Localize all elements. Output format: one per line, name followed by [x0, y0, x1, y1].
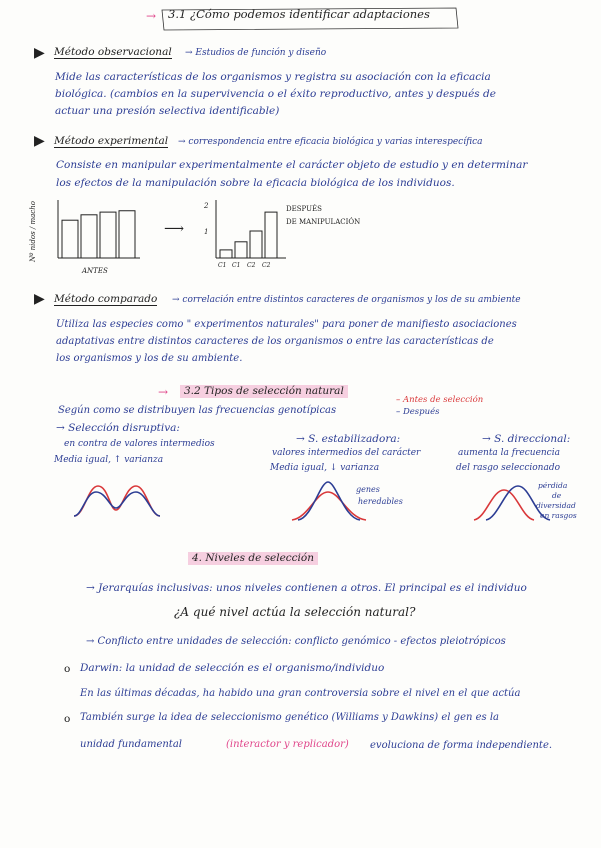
sec4-darwin: Darwin: la unidad de selección es el organismo/individuo: [80, 662, 385, 674]
chart2-bar: [265, 212, 277, 258]
chart2: [210, 198, 290, 262]
header-arrow: →: [146, 9, 157, 23]
arrow-right-icon: ⟶: [164, 221, 185, 237]
direccional-label-3: diversidad: [536, 501, 576, 510]
sec4-tambien-1: También surge la idea de seleccionismo genético (Williams y Dawkins) el gen es la: [80, 712, 500, 723]
estabilizadora-line-1: valores intermedios del carácter: [272, 448, 421, 458]
chart1-xlabel: ANTES: [82, 267, 108, 275]
chart2-xtick: C1: [218, 262, 227, 269]
chart2-xtick: C2: [262, 262, 271, 269]
sec4-bullet-1: → Jerarquías inclusivas: unos niveles contienen a otros. El principal es el individuo: [86, 582, 527, 594]
direccional-before-curve: [474, 490, 534, 520]
chart2-bar: [250, 231, 262, 258]
sec4-question: ¿A qué nivel actúa la selección natural?: [174, 605, 416, 619]
title-box: [160, 6, 460, 32]
m2-title: Método experimental: [54, 135, 169, 147]
sec4-tambien-2a: unidad fundamental: [80, 739, 182, 750]
estabilizadora-before-curve: [292, 492, 366, 520]
m3-line-1: Utiliza las especies como " experimentos naturales" para poner de manifiesto asociaciones: [56, 319, 517, 330]
chart1-bar: [100, 212, 116, 258]
sec32-line: Según como se distribuyen las frecuencias genotípicas: [58, 405, 337, 416]
chart2-bar: [235, 242, 247, 258]
page-title: 3.1 ¿Cómo podemos identificar adaptaciones: [168, 7, 430, 21]
estabilizadora-line-2: Media igual, ↓ varianza: [270, 463, 380, 473]
chart2-ytick: 1: [204, 228, 209, 236]
disruptiva-line-1: en contra de valores intermedios: [64, 439, 215, 449]
chart2-xtick: C2: [247, 262, 256, 269]
direccional-label-2: de: [552, 491, 562, 500]
m1-line-2: biológica. (cambios en la supervivencia o el éxito reproductivo, antes y después de: [55, 88, 496, 100]
circle-bullet-icon: o: [64, 663, 71, 675]
estabilizadora-label-2: heredables: [358, 497, 403, 506]
m2-line-2: los efectos de la manipulación sobre la eficacia biológica de los individuos.: [56, 177, 455, 189]
disruptiva-after-curve: [74, 492, 160, 516]
m3-note: → correlación entre distintos caracteres de organismos y los de su ambiente: [172, 295, 521, 305]
legend-after: – Después: [396, 407, 440, 417]
circle-bullet-icon: o: [64, 713, 71, 725]
bullet-triangle-icon: ▶: [34, 45, 45, 61]
disruptiva-title: → Selección disruptiva:: [56, 422, 180, 434]
chart2-label-1: DESPUÉS: [286, 205, 322, 213]
chart2-xtick: C1: [232, 262, 241, 269]
sec32-title: 3.2 Tipos de selección natural: [180, 385, 348, 398]
chart1: [52, 198, 142, 262]
direccional-title: → S. direccional:: [482, 433, 571, 445]
m1-note: → Estudios de función y diseño: [185, 48, 327, 58]
m1-line-3: actuar una presión selectiva identificable): [55, 105, 280, 117]
sec4-tambien-2b: (interactor y replicador): [226, 739, 349, 750]
legend-before: – Antes de selección: [396, 395, 484, 405]
estabilizadora-label-1: genes: [356, 485, 380, 494]
sec4-tambien-2c: evoluciona de forma independiente.: [370, 740, 553, 751]
chart2-label-2: DE MANIPULACIÓN: [286, 218, 361, 226]
sec4-ultimas: En las últimas décadas, ha habido una gran controversia sobre el nivel en el que actúa: [80, 688, 521, 699]
estabilizadora-title: → S. estabilizadora:: [296, 433, 401, 445]
estabilizadora-after-curve: [298, 482, 360, 520]
direccional-label-4: en rasgos: [540, 511, 577, 520]
bullet-triangle-icon: ▶: [34, 133, 45, 149]
chart1-ylabel: Nº nidos / macho: [29, 201, 37, 262]
chart1-bar: [119, 211, 135, 258]
chart2-ytick: 2: [204, 202, 209, 210]
m1-line-1: Mide las características de los organismos y registra su asociación con la eficacia: [55, 71, 491, 83]
sec4-title: 4. Niveles de selección: [188, 552, 318, 565]
m2-note: → correspondencia entre eficacia biológica y varias interespecífica: [178, 137, 483, 147]
sec32-arrow: →: [158, 385, 169, 399]
chart1-bar: [62, 220, 78, 258]
m3-line-3: los organismos y los de su ambiente.: [56, 353, 243, 364]
direccional-label-1: pérdida: [538, 481, 568, 490]
m3-title: Método comparado: [54, 293, 158, 305]
m3-line-2: adaptativas entre distintos caracteres de los organismos o entre las características de: [56, 336, 494, 347]
m2-line-1: Consiste en manipular experimentalmente el carácter objeto de estudio y en determinar: [56, 159, 528, 171]
chart1-bar: [81, 215, 97, 258]
direccional-line-2: del rasgo seleccionado: [456, 463, 561, 473]
m1-title: Método observacional: [54, 46, 172, 58]
disruptiva-line-2: Media igual, ↑ varianza: [54, 455, 164, 465]
direccional-line-1: aumenta la frecuencia: [458, 448, 560, 458]
sec4-bullet-2: → Conflicto entre unidades de selección: conflicto genómico - efectos pleiotrópicos: [86, 636, 506, 647]
bullet-triangle-icon: ▶: [34, 291, 45, 307]
chart2-bar: [220, 250, 232, 258]
disruptiva-curves: [72, 480, 162, 520]
